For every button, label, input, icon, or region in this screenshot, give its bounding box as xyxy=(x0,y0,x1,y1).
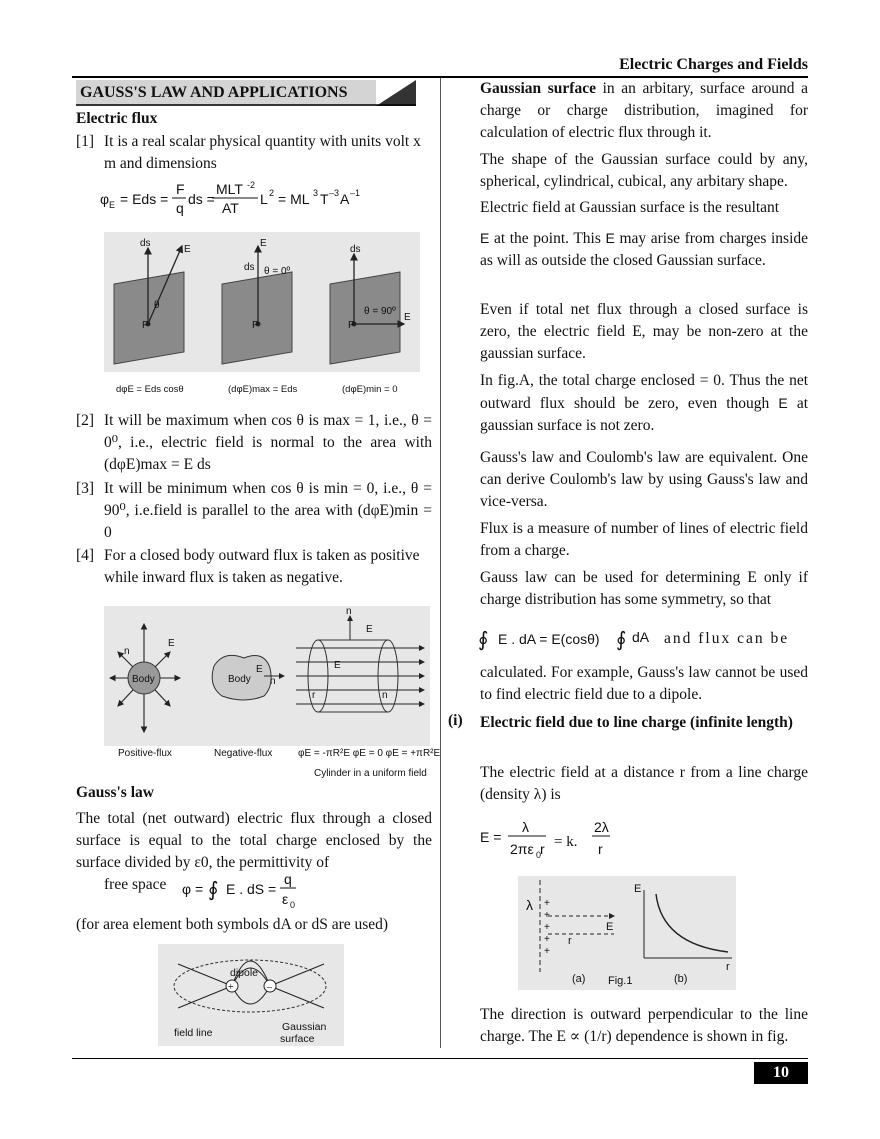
svg-text:+: + xyxy=(544,898,550,909)
item-number: [1] xyxy=(76,133,95,150)
fig3-field-line-label: field line xyxy=(174,1027,213,1039)
svg-text:–: – xyxy=(267,982,272,993)
svg-text:2: 2 xyxy=(269,188,275,198)
svg-text:L: L xyxy=(260,191,268,207)
fig3-gaussian-label: Gaussian xyxy=(282,1021,327,1033)
section-title: GAUSS'S LAW AND APPLICATIONS xyxy=(80,84,348,101)
svg-text:φ =: φ = xyxy=(182,881,204,897)
section-banner xyxy=(76,80,416,106)
flux-dimension-formula xyxy=(100,178,430,220)
svg-text:2πε: 2πε xyxy=(510,841,534,857)
right-p3c: may arise from charges inside as will as outside the closed Gaussian surface. xyxy=(480,230,809,269)
right-p8b: and flux can be xyxy=(664,630,790,647)
fig2-neg-caption: Negative-flux xyxy=(214,748,273,759)
item-number: [3] xyxy=(76,480,95,497)
fig1-theta90-label: θ = 90º xyxy=(364,306,396,317)
svg-text:MLT: MLT xyxy=(216,181,243,197)
svg-text:E: E xyxy=(109,200,116,210)
fig1-theta0-label: θ = 0º xyxy=(264,266,291,277)
fig4-E-left: E xyxy=(606,921,614,933)
svg-text:+: + xyxy=(544,922,550,933)
right-para-8: Gauss law can be used for determining E only if charge distribution has some symmetry, so that xyxy=(480,569,808,608)
section-i-number: (i) xyxy=(448,712,463,729)
fig2-flux-eq: φE = -πR²E φE = 0 φE = +πR²E xyxy=(298,748,441,759)
area-note: (for area element both symbols dA or dS are used) xyxy=(76,916,389,933)
fig3-dipole-label: dipole xyxy=(230,967,259,979)
item-text: It will be minimum when cos θ is min = 0, i.e., θ = 90⁰, i.e.field is parallel to the area with (dφE)min = 0 xyxy=(104,480,432,541)
svg-text:–3: –3 xyxy=(329,188,340,198)
vector-E3: E xyxy=(778,395,788,411)
right-para-2: The shape of the Gaussian surface could by any, spherical, cylindrical, cubical, any arbitary shape. xyxy=(480,151,808,190)
svg-text:2λ: 2λ xyxy=(594,819,609,835)
svg-text:+: + xyxy=(544,934,550,945)
fig4-r-axis: r xyxy=(726,961,730,973)
fig1-P3-label: P xyxy=(348,320,355,331)
right-para-4: Even if total net flux through a closed surface is zero, the electric field E, may be non-zero at the gaussian surface. xyxy=(480,301,808,362)
svg-text:E . dA = E(cosθ): E . dA = E(cosθ) xyxy=(498,631,600,647)
svg-text:= k.: = k. xyxy=(554,834,578,850)
figure-line-charge xyxy=(518,876,736,990)
vector-E2: E xyxy=(605,230,615,246)
section-i-title: Electric field due to line charge (infinite length) xyxy=(480,714,793,731)
svg-text:-2: -2 xyxy=(247,180,256,190)
right-p5b: at gaussian surface is not zero. xyxy=(480,395,808,434)
fig2-r-label: r xyxy=(312,690,316,701)
fig1-ds-label: ds xyxy=(140,238,151,249)
svg-text:q: q xyxy=(176,200,184,216)
fig2-n2-label: n xyxy=(270,676,276,687)
fig4-figlabel: Fig.1 xyxy=(608,975,633,987)
fig2-n4-label: n xyxy=(382,690,388,701)
right-para-3a: Electric field at Gaussian surface is the resultant xyxy=(480,199,780,216)
fig4-a: (a) xyxy=(572,973,586,985)
vector-E: E xyxy=(480,230,490,246)
item-text: For a closed body outward flux is taken as positive while inward flux is taken as negative. xyxy=(104,547,420,586)
gauss-law-text: The total (net outward) electric flux through a closed surface is equal to the total charge enclosed by the surface divided by ε0, the permittivity of xyxy=(76,810,432,871)
fig3-surface-label: surface xyxy=(280,1033,315,1045)
svg-text:∮: ∮ xyxy=(208,879,219,901)
svg-text:T: T xyxy=(320,191,329,207)
right-para-1 xyxy=(480,78,808,144)
right-para-7: Flux is a measure of number of lines of electric field from a charge. xyxy=(480,520,808,559)
right-para-10: The electric field at a distance r from a line charge (density λ) is xyxy=(480,764,808,803)
svg-text:∮: ∮ xyxy=(478,629,489,651)
fig1-ds3-label: ds xyxy=(350,244,361,255)
fig2-E-label: E xyxy=(168,638,175,649)
svg-text:+: + xyxy=(544,910,550,921)
symmetry-integral xyxy=(478,620,668,656)
svg-text:E =: E = xyxy=(480,829,502,845)
subhead-electric-flux: Electric flux xyxy=(76,110,158,127)
svg-text:ds =: ds = xyxy=(188,191,215,207)
fig1-ds2-label: ds xyxy=(244,262,255,273)
fig1-cap2: (dφE)max = Eds xyxy=(228,384,298,395)
fig1-cap1: dφE = Eds cosθ xyxy=(116,384,184,395)
item-text: It is a real scalar physical quantity with units volt x m and dimensions xyxy=(104,133,421,172)
svg-text:AT: AT xyxy=(222,200,239,216)
fig1-E3-label: E xyxy=(404,312,411,323)
page-number: 10 xyxy=(754,1062,808,1084)
svg-text:3: 3 xyxy=(313,188,319,198)
item-3 xyxy=(76,478,432,544)
fig4-b: (b) xyxy=(674,973,688,985)
right-para-5 xyxy=(480,370,808,437)
svg-text:r: r xyxy=(598,841,603,857)
svg-text:λ: λ xyxy=(522,819,529,835)
figure-flux-types xyxy=(104,606,430,746)
right-para-3 xyxy=(480,227,808,272)
fig4-E-axis: E xyxy=(634,883,642,895)
fig1-E-label: E xyxy=(184,244,191,255)
svg-text:0: 0 xyxy=(536,850,542,860)
fig4-r-left: r xyxy=(568,935,572,947)
subhead-gauss-law: Gauss's law xyxy=(76,784,154,801)
fig1-P-label: P xyxy=(142,320,149,331)
item-2 xyxy=(76,410,432,476)
svg-text:+: + xyxy=(544,946,550,957)
item-number: [4] xyxy=(76,547,95,564)
figure-dipole xyxy=(158,944,344,1046)
svg-text:= Eds =: = Eds = xyxy=(120,191,169,207)
fig2-captions xyxy=(118,748,441,762)
fig1-E2-label: E xyxy=(260,238,267,249)
fig2-E4-label: E xyxy=(334,660,341,671)
column-divider xyxy=(440,78,441,1048)
svg-text:0: 0 xyxy=(290,900,296,910)
free-space-line xyxy=(104,876,166,894)
right-para-6: Gauss's law and Coulomb's law are equivalent. One can derive Coulomb's law by using Gauss's law and vice-versa. xyxy=(480,449,808,510)
right-p1-rest: in an arbitary, surface around a charge or charge distribution, imagined for calculation of electric flux through it. xyxy=(480,80,809,141)
svg-text:φ: φ xyxy=(100,191,110,207)
fig1-P2-label: P xyxy=(252,320,259,331)
right-p5a: In fig.A, the total charge enclosed = 0. Thus the net outward flux should be zero, even though xyxy=(480,372,808,412)
svg-text:q: q xyxy=(284,871,292,887)
free-space-label: free space xyxy=(104,876,167,893)
fig2-n-label: n xyxy=(124,646,130,657)
right-para-9: calculated. For example, Gauss's law cannot be used to find electric field due to a dipole. xyxy=(480,664,808,703)
svg-text:r: r xyxy=(540,841,545,857)
right-para-11: The direction is outward perpendicular to the line charge. The E ∝ (1/r) dependence is shown in fig. xyxy=(480,1006,808,1045)
svg-text:ε: ε xyxy=(282,891,289,907)
svg-text:A: A xyxy=(340,191,350,207)
fig2-E2-label: E xyxy=(256,664,263,675)
fig2-cyl-caption: Cylinder in a uniform field xyxy=(314,768,427,779)
fig4-lambda: λ xyxy=(526,897,533,913)
svg-text:dA: dA xyxy=(632,629,650,645)
running-header: Electric Charges and Fields xyxy=(619,56,808,73)
item-text: It will be maximum when cos θ is max = 1, i.e., θ = 0⁰, i.e., electric field is normal to the area with (dφE)max = E ds xyxy=(104,412,432,473)
gauss-law-block xyxy=(76,782,432,874)
fig1-theta-label: θ xyxy=(154,300,160,311)
fig2-n3-label: n xyxy=(346,606,352,617)
gauss-law-formula xyxy=(182,868,312,912)
svg-text:E . dS =: E . dS = xyxy=(226,881,277,897)
svg-text:∮: ∮ xyxy=(616,629,627,651)
svg-text:= ML: = ML xyxy=(278,191,310,207)
svg-text:–1: –1 xyxy=(350,188,361,198)
item-4 xyxy=(76,545,432,589)
fig1-cap3: (dφE)min = 0 xyxy=(342,384,398,395)
fig2-pos-caption: Positive-flux xyxy=(118,748,172,759)
right-p3b: at the point. This xyxy=(489,230,606,247)
footer-rule xyxy=(72,1058,808,1059)
fig2-E3-label: E xyxy=(366,624,373,635)
svg-text:+: + xyxy=(228,982,234,993)
item-number: [2] xyxy=(76,412,95,429)
fig2-body2-label: Body xyxy=(228,674,251,685)
svg-text:F: F xyxy=(176,181,185,197)
figure-flux-angles xyxy=(104,232,420,372)
item-1 xyxy=(76,131,432,175)
fig2-body-label: Body xyxy=(132,674,155,685)
line-charge-formula xyxy=(480,816,630,862)
gaussian-surface-term: Gaussian surface xyxy=(480,80,596,97)
